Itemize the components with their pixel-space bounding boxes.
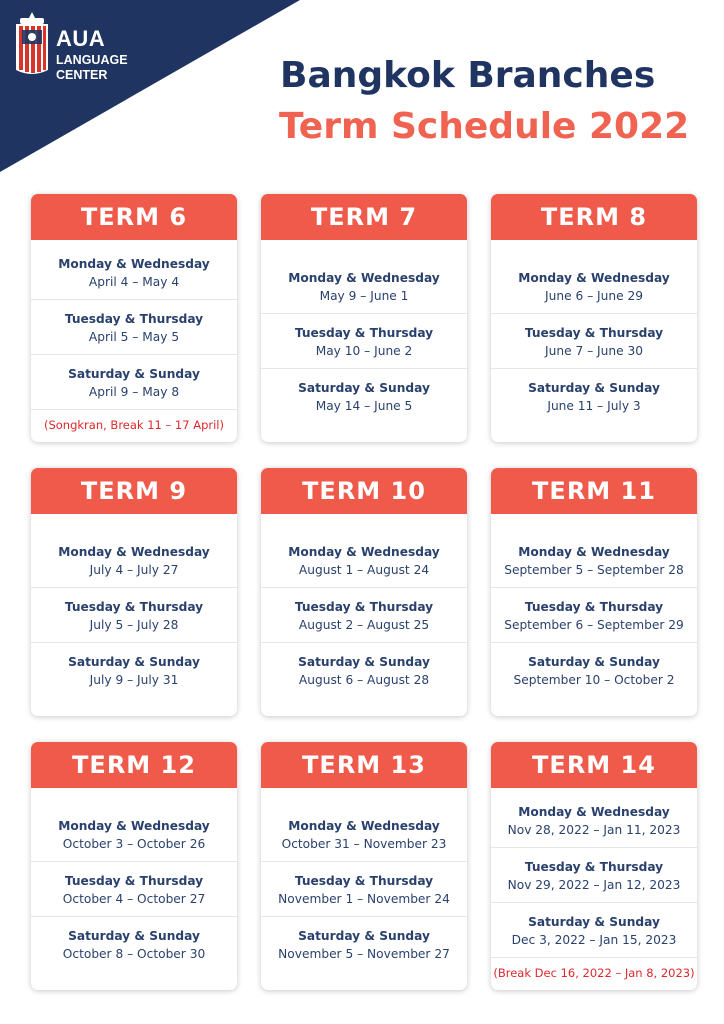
schedule-row [491,533,697,587]
term-card-11 [491,468,697,716]
schedule-days: Monday & Wednesday [518,804,670,819]
schedule-dates: August 1 – August 24 [298,563,430,577]
schedule-days: Tuesday & Thursday [524,859,664,874]
schedule-row [261,861,467,916]
term-card-8 [491,194,697,442]
schedule-dates: May 9 – June 1 [319,289,409,303]
logo-language-text: LANGUAGE [56,53,128,67]
schedule-row [491,847,697,902]
schedule-days: Saturday & Sunday [298,929,430,943]
schedule-row [491,368,697,423]
term-title: TERM 7 [261,194,467,240]
schedule-row [31,642,237,697]
schedule-row [261,533,467,587]
schedule-days: Monday & Wednesday [58,256,210,271]
schedule-row [31,533,237,587]
schedule-row [31,587,237,642]
schedule-dates: May 14 – June 5 [315,399,413,413]
schedule-dates: September 6 – September 29 [504,618,684,632]
logo-aua-text: AUA [56,26,106,51]
term-title: TERM 10 [261,468,467,514]
schedule-days: Saturday & Sunday [68,366,200,381]
schedule-dates: June 6 – June 29 [545,289,643,303]
schedule-dates: June 11 – July 3 [547,399,641,413]
schedule-days: Tuesday & Thursday [294,874,434,888]
schedule-row [261,368,467,423]
schedule-dates: July 9 – July 31 [89,673,179,687]
schedule-dates: April 4 – May 4 [88,274,180,289]
schedule-days: Monday & Wednesday [518,271,670,285]
schedule-row [261,259,467,313]
schedule-dates: July 4 – July 27 [89,563,179,577]
schedule-row [31,807,237,861]
term-card-13 [261,742,467,990]
term-title: TERM 12 [31,742,237,788]
schedule-dates: April 9 – May 8 [88,384,180,399]
term-card-9 [31,468,237,716]
schedule-dates: November 5 – November 27 [278,947,450,961]
schedule-dates: August 2 – August 25 [298,618,430,632]
schedule-dates: September 10 – October 2 [513,673,675,687]
schedule-dates: October 3 – October 26 [62,837,206,851]
break-note: (Break Dec 16, 2022 – Jan 8, 2023) [491,957,697,986]
schedule-dates: April 5 – May 5 [88,329,180,344]
schedule-row [261,587,467,642]
schedule-dates: August 6 – August 28 [298,673,430,687]
schedule-row [491,642,697,697]
schedule-row [491,587,697,642]
aua-logo [12,12,152,82]
term-title: TERM 14 [491,742,697,788]
schedule-row [261,313,467,368]
schedule-dates: September 5 – September 28 [504,563,684,577]
schedule-days: Monday & Wednesday [288,271,440,285]
page-title: Bangkok Branches [280,55,656,96]
term-title: TERM 9 [31,468,237,514]
term-card-14 [491,742,697,990]
schedule-days: Monday & Wednesday [288,819,440,833]
aua-emblem-icon [12,12,52,78]
schedule-days: Tuesday & Thursday [64,874,204,888]
schedule-days: Monday & Wednesday [518,545,670,559]
schedule-days: Tuesday & Thursday [524,600,664,614]
term-card-6 [31,194,237,442]
page-subtitle: Term Schedule 2022 [279,106,690,147]
term-title: TERM 13 [261,742,467,788]
break-note: (Songkran, Break 11 – 17 April) [31,409,237,438]
schedule-days: Monday & Wednesday [288,545,440,559]
schedule-days: Saturday & Sunday [68,929,200,943]
term-title: TERM 11 [491,468,697,514]
schedule-days: Saturday & Sunday [68,655,200,669]
schedule-days: Saturday & Sunday [298,655,430,669]
schedule-days: Monday & Wednesday [58,819,210,833]
term-card-7 [261,194,467,442]
schedule-row [261,642,467,697]
schedule-days: Tuesday & Thursday [294,326,434,340]
schedule-days: Tuesday & Thursday [64,600,204,614]
schedule-row [261,916,467,971]
schedule-days: Tuesday & Thursday [64,311,204,326]
schedule-row [31,245,237,299]
schedule-dates: Nov 29, 2022 – Jan 12, 2023 [507,877,681,892]
schedule-dates: October 4 – October 27 [62,892,206,906]
schedule-dates: May 10 – June 2 [315,344,413,358]
schedule-row [491,793,697,847]
schedule-days: Saturday & Sunday [298,381,430,395]
schedule-row [491,259,697,313]
schedule-days: Monday & Wednesday [58,545,210,559]
term-card-10 [261,468,467,716]
schedule-dates: Dec 3, 2022 – Jan 15, 2023 [511,932,677,947]
logo-center-text: CENTER [56,67,108,82]
schedule-row [31,354,237,409]
schedule-row [491,313,697,368]
term-card-12 [31,742,237,990]
schedule-row [31,861,237,916]
schedule-dates: June 7 – June 30 [545,344,643,358]
schedule-row [261,807,467,861]
term-title: TERM 6 [31,194,237,240]
schedule-dates: November 1 – November 24 [278,892,450,906]
term-title: TERM 8 [491,194,697,240]
schedule-row [491,902,697,957]
schedule-days: Saturday & Sunday [528,655,660,669]
schedule-dates: October 31 – November 23 [281,837,447,851]
schedule-days: Tuesday & Thursday [294,600,434,614]
schedule-dates: Nov 28, 2022 – Jan 11, 2023 [507,822,681,837]
schedule-dates: July 5 – July 28 [89,618,179,632]
schedule-days: Saturday & Sunday [528,381,660,395]
schedule-dates: October 8 – October 30 [62,947,206,961]
schedule-row [31,916,237,971]
schedule-days: Tuesday & Thursday [524,326,664,340]
schedule-days: Saturday & Sunday [528,914,660,929]
schedule-row [31,299,237,354]
